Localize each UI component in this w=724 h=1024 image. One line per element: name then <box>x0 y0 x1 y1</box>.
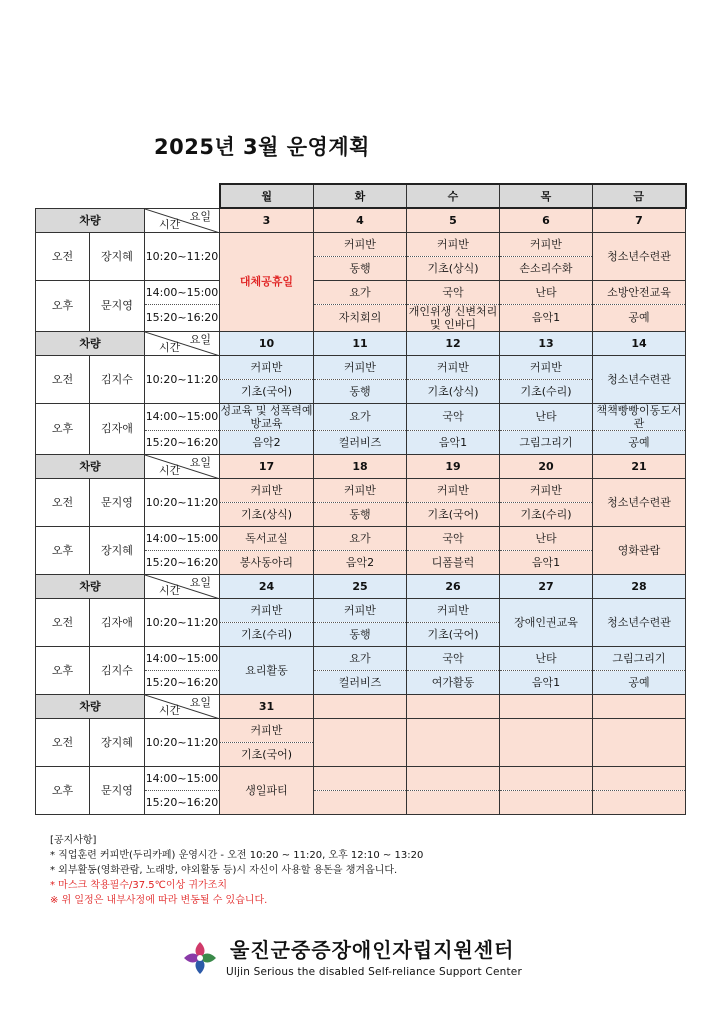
day-tue: 화 <box>314 184 407 208</box>
empty-cell <box>593 694 686 718</box>
activity-cell: 동행 <box>314 379 407 403</box>
date-cell: 4 <box>314 208 407 232</box>
activity-cell: 난타 <box>500 526 593 550</box>
car-header: 차량 <box>36 454 145 478</box>
car-header: 차량 <box>36 574 145 598</box>
week-1-am-row-1 <box>36 232 686 256</box>
activity-cell: 커피반 <box>314 478 407 502</box>
activity-cell: 요가 <box>314 403 407 430</box>
empty-cell <box>314 766 407 790</box>
date-cell: 10 <box>220 331 314 355</box>
date-cell: 26 <box>407 574 500 598</box>
activity-cell: 기초(수리) <box>500 502 593 526</box>
time-slot: 14:00~15:00 <box>145 403 220 430</box>
activity-cell: 커피반 <box>500 355 593 379</box>
date-cell: 20 <box>500 454 593 478</box>
activity-cell: 음악1 <box>500 304 593 331</box>
activity-cell: 소방안전교육 <box>593 280 686 304</box>
activity-cell: 기초(국어) <box>407 622 500 646</box>
activity-cell: 자치회의 <box>314 304 407 331</box>
activity-cell: 청소년수련관 <box>593 232 686 280</box>
notice-line-warning: * 마스크 착용필수/37.5℃이상 귀가조치 <box>50 880 227 891</box>
empty-cell <box>500 766 593 790</box>
week-2-am-row-1 <box>36 355 686 379</box>
empty-cell <box>314 718 407 766</box>
period-label: 오후 <box>36 646 90 694</box>
activity-cell: 그림그리기 <box>500 430 593 454</box>
activity-cell: 커피반 <box>220 718 314 742</box>
driver-name: 문지영 <box>90 766 145 814</box>
week-3-date-row <box>36 454 686 478</box>
date-cell: 6 <box>500 208 593 232</box>
time-slot: 10:20~11:20 <box>145 478 220 526</box>
week-4-date-row <box>36 574 686 598</box>
activity-cell: 음악1 <box>500 550 593 574</box>
date-cell: 13 <box>500 331 593 355</box>
activity-cell: 난타 <box>500 646 593 670</box>
week-3-am-row-1 <box>36 478 686 502</box>
activity-cell: 기초(상식) <box>407 256 500 280</box>
activity-cell: 컬러비즈 <box>314 430 407 454</box>
date-cell: 31 <box>220 694 314 718</box>
activity-cell: 공예 <box>593 670 686 694</box>
activity-cell: 커피반 <box>220 598 314 622</box>
week-2-date-row <box>36 331 686 355</box>
period-label: 오후 <box>36 403 90 454</box>
day-header-row <box>36 184 686 208</box>
activity-cell: 음악2 <box>314 550 407 574</box>
period-label: 오전 <box>36 598 90 646</box>
empty-cell <box>500 790 593 814</box>
day-wed: 수 <box>407 184 500 208</box>
empty-cell <box>593 790 686 814</box>
driver-name: 장지혜 <box>90 526 145 574</box>
activity-cell: 요리활동 <box>220 646 314 694</box>
activity-cell: 커피반 <box>314 355 407 379</box>
week-2-pm-row-1 <box>36 403 686 430</box>
time-slot: 15:20~16:20 <box>145 550 220 574</box>
date-cell: 28 <box>593 574 686 598</box>
empty-cell <box>407 718 500 766</box>
driver-name: 문지영 <box>90 280 145 331</box>
activity-cell: 기초(상식) <box>407 379 500 403</box>
period-label: 오전 <box>36 478 90 526</box>
driver-name: 장지혜 <box>90 232 145 280</box>
date-cell: 5 <box>407 208 500 232</box>
activity-cell: 여가활동 <box>407 670 500 694</box>
activity-cell: 국악 <box>407 280 500 304</box>
activity-cell: 커피반 <box>407 232 500 256</box>
date-cell: 17 <box>220 454 314 478</box>
notice-section <box>50 833 423 908</box>
time-slot: 10:20~11:20 <box>145 355 220 403</box>
empty-cell <box>593 766 686 790</box>
time-slot: 14:00~15:00 <box>145 646 220 670</box>
time-slot: 10:20~11:20 <box>145 718 220 766</box>
empty-cell <box>407 790 500 814</box>
activity-cell: 동행 <box>314 622 407 646</box>
footer <box>180 934 560 984</box>
period-label: 오전 <box>36 232 90 280</box>
time-slot: 15:20~16:20 <box>145 430 220 454</box>
period-label: 오후 <box>36 526 90 574</box>
activity-cell: 국악 <box>407 646 500 670</box>
day-thu: 목 <box>500 184 593 208</box>
time-slot: 15:20~16:20 <box>145 670 220 694</box>
week-5-date-row <box>36 694 686 718</box>
activity-cell: 봉사동아리 <box>220 550 314 574</box>
activity-cell: 기초(수리) <box>500 379 593 403</box>
period-label: 오전 <box>36 355 90 403</box>
period-label: 오후 <box>36 280 90 331</box>
notice-heading: [공지사항] <box>50 835 97 846</box>
activity-cell: 공예 <box>593 430 686 454</box>
activity-cell: 독서교실 <box>220 526 314 550</box>
driver-name: 김지수 <box>90 646 145 694</box>
activity-cell: 커피반 <box>314 232 407 256</box>
activity-cell: 음악2 <box>220 430 314 454</box>
activity-cell: 장애인권교육 <box>500 598 593 646</box>
day-time-header: 요일 시간 <box>145 574 220 598</box>
date-cell: 19 <box>407 454 500 478</box>
activity-cell: 청소년수련관 <box>593 355 686 403</box>
notice-line-warning: ※ 위 일정은 내부사정에 따라 변동될 수 있습니다. <box>50 895 268 906</box>
activity-cell: 영화관람 <box>593 526 686 574</box>
date-cell: 27 <box>500 574 593 598</box>
organization-name: 울진군중증장애인자립지원센터 <box>230 938 515 962</box>
driver-name: 장지혜 <box>90 718 145 766</box>
week-1-pm-row-1 <box>36 280 686 304</box>
activity-cell: 커피반 <box>407 478 500 502</box>
activity-cell: 청소년수련관 <box>593 478 686 526</box>
activity-cell: 동행 <box>314 502 407 526</box>
empty-cell <box>407 694 500 718</box>
activity-cell: 생일파티 <box>220 766 314 814</box>
date-cell: 12 <box>407 331 500 355</box>
activity-cell: 커피반 <box>220 355 314 379</box>
activity-cell: 커피반 <box>314 598 407 622</box>
empty-cell <box>500 718 593 766</box>
date-cell: 3 <box>220 208 314 232</box>
week-4-pm-row-1 <box>36 646 686 670</box>
date-cell: 11 <box>314 331 407 355</box>
notice-line: * 외부활동(영화관람, 노래방, 야외활동 등)시 자신이 사용할 용돈을 챙겨옵니다. <box>50 865 398 876</box>
empty-cell <box>407 766 500 790</box>
activity-cell: 커피반 <box>220 478 314 502</box>
activity-cell: 손소리수화 <box>500 256 593 280</box>
activity-cell: 커피반 <box>407 355 500 379</box>
time-slot: 14:00~15:00 <box>145 766 220 790</box>
day-time-header: 요일 시간 <box>145 454 220 478</box>
activity-cell: 책책빵빵이동도서관 <box>593 403 686 430</box>
holiday-label: 대체공휴일 <box>220 232 314 331</box>
date-cell: 14 <box>593 331 686 355</box>
date-cell: 18 <box>314 454 407 478</box>
schedule-table <box>35 183 687 815</box>
activity-cell: 음악1 <box>500 670 593 694</box>
date-cell: 21 <box>593 454 686 478</box>
activity-cell: 기초(국어) <box>407 502 500 526</box>
activity-cell: 성교육 및 성폭력예방교육 <box>220 403 313 430</box>
day-fri: 금 <box>593 184 686 208</box>
car-header: 차량 <box>36 694 145 718</box>
day-time-header: 요일 시간 <box>145 694 220 718</box>
activity-cell: 요가 <box>314 280 407 304</box>
activity-cell: 개인위생 신변처리 및 인바디 <box>407 304 500 331</box>
empty-cell <box>314 790 407 814</box>
activity-cell: 커피반 <box>500 478 593 502</box>
notice-line: * 직업훈련 커피반(두리카페) 운영시간 - 오전 10:20 ~ 11:20, 오후 12:10 ~ 13:20 <box>50 850 424 861</box>
driver-name: 문지영 <box>90 478 145 526</box>
activity-cell: 커피반 <box>500 232 593 256</box>
driver-name: 김자애 <box>90 403 145 454</box>
day-mon: 월 <box>220 184 314 208</box>
week-4-am-row-1 <box>36 598 686 622</box>
date-cell: 7 <box>593 208 686 232</box>
empty-cell <box>593 718 686 766</box>
center-logo-icon <box>180 938 220 978</box>
activity-cell: 난타 <box>500 403 593 430</box>
week-5-pm-row-1 <box>36 766 686 790</box>
time-slot: 10:20~11:20 <box>145 598 220 646</box>
car-header: 차량 <box>36 331 145 355</box>
organization-english-name: Uljin Serious the disabled Self-reliance Support Center <box>226 966 522 978</box>
time-slot: 14:00~15:00 <box>145 526 220 550</box>
page-title: 2025년 3월 운영계획 <box>154 135 370 159</box>
activity-cell: 국악 <box>407 403 500 430</box>
activity-cell: 기초(국어) <box>220 379 314 403</box>
activity-cell: 공예 <box>593 304 686 331</box>
empty-cell <box>500 694 593 718</box>
activity-cell: 청소년수련관 <box>593 598 686 646</box>
activity-cell: 기초(수리) <box>220 622 314 646</box>
activity-cell: 난타 <box>500 280 593 304</box>
date-cell: 24 <box>220 574 314 598</box>
activity-cell: 그림그리기 <box>593 646 686 670</box>
time-slot: 15:20~16:20 <box>145 304 220 331</box>
driver-name: 김지수 <box>90 355 145 403</box>
activity-cell: 동행 <box>314 256 407 280</box>
activity-cell: 기초(국어) <box>220 742 314 766</box>
date-cell: 25 <box>314 574 407 598</box>
activity-cell: 요가 <box>314 646 407 670</box>
time-slot: 15:20~16:20 <box>145 790 220 814</box>
activity-cell: 디폼블럭 <box>407 550 500 574</box>
activity-cell: 기초(상식) <box>220 502 314 526</box>
period-label: 오후 <box>36 766 90 814</box>
activity-cell: 음악1 <box>407 430 500 454</box>
activity-cell: 커피반 <box>407 598 500 622</box>
empty-cell <box>314 694 407 718</box>
week-3-pm-row-1 <box>36 526 686 550</box>
activity-cell: 요가 <box>314 526 407 550</box>
activity-cell: 컬러비즈 <box>314 670 407 694</box>
period-label: 오전 <box>36 718 90 766</box>
driver-name: 김자애 <box>90 598 145 646</box>
day-time-header: 요일 시간 <box>145 331 220 355</box>
week-1-date-row <box>36 208 686 232</box>
car-header: 차량 <box>36 208 145 232</box>
week-5-am-row-1 <box>36 718 686 742</box>
time-slot: 10:20~11:20 <box>145 232 220 280</box>
activity-cell: 국악 <box>407 526 500 550</box>
day-time-header: 요일 시간 <box>145 208 220 232</box>
time-slot: 14:00~15:00 <box>145 280 220 304</box>
